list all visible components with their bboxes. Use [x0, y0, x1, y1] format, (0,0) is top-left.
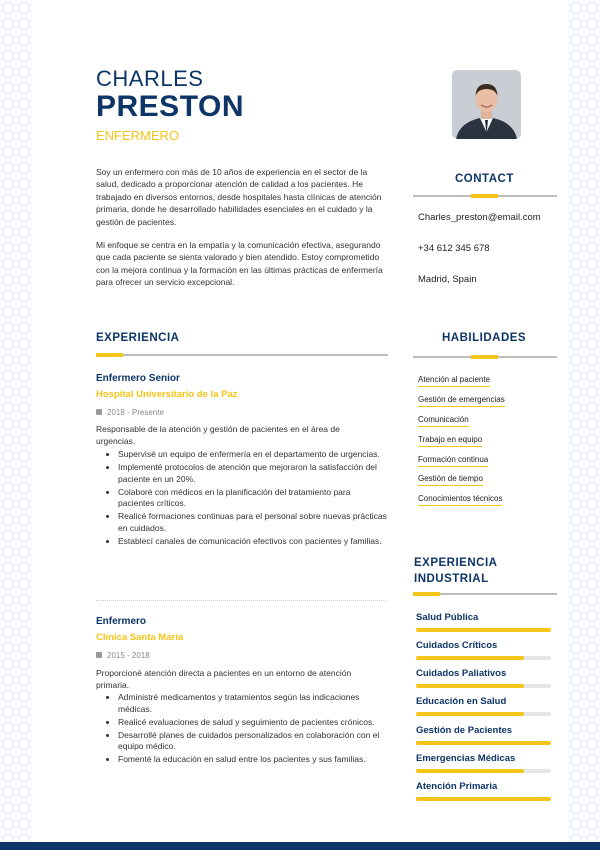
job-separator: [96, 600, 386, 601]
job-bullet: • Realicé formaciones continuas para el personal sobre nuevas prácticas en cuidados.: [118, 511, 388, 534]
job-bullet: • Colaboré con médicos en la planificación del tratamiento para pacientes críticos.: [118, 487, 388, 510]
industrial-skill-bar: [416, 741, 551, 745]
job-bullet-list: [106, 449, 388, 549]
job-dates-text: 2018 - Presente: [107, 408, 164, 417]
industrial-skill-bar: [416, 684, 551, 688]
summary-paragraph-2: Mi enfoque se centra en la empatía y la comunicación efectiva, asegurando que cada paciente se sienta valorado y bien atendido. Estoy comprometido con la mejora continua y la formación en las últimas prácticas de enfermería para ofrecer un servicio excepcional.: [96, 240, 383, 288]
industrial-divider-accent: [413, 592, 440, 596]
person-avatar-icon: [452, 70, 521, 139]
job-bullet: • Realicé evaluaciones de salud y seguimiento de pacientes crónicos.: [118, 717, 388, 729]
industrial-skill-bar-fill: [416, 656, 524, 660]
industrial-heading-line2: INDUSTRIAL: [414, 573, 489, 585]
job-organization: Hospital Universitario de la Paz: [96, 389, 238, 400]
right-decorative-pattern: [568, 0, 600, 850]
contact-phone[interactable]: +34 612 345 678: [418, 243, 490, 254]
skill-item: Atención al paciente: [418, 375, 490, 387]
experience-divider-accent: [96, 353, 123, 357]
job-bullet: • Supervisé un equipo de enfermería en el departamento de urgencias.: [118, 449, 388, 461]
skills-divider-accent: [471, 355, 498, 359]
job-bullet: • Establecí canales de comunicación efectivos con pacientes y familias.: [118, 536, 388, 548]
job-description: Responsable de la atención y gestión de pacientes en el área de urgencias.: [96, 424, 340, 446]
skill-item: Gestión de emergencias: [418, 395, 505, 407]
industrial-skill-bar-fill: [416, 741, 551, 745]
job-role: ENFERMERO: [96, 128, 180, 143]
skills-heading: HABILIDADES: [442, 332, 527, 344]
experience-divider: [96, 354, 388, 356]
contact-divider-accent: [471, 194, 498, 198]
industrial-skill-bar: [416, 769, 551, 773]
skill-item: Gestión de tiempo: [418, 474, 483, 486]
skill-item: Conocimientos técnicos: [418, 494, 502, 506]
calendar-icon: [96, 652, 102, 658]
first-name: CHARLES: [96, 66, 204, 91]
industrial-skill-bar-fill: [416, 769, 524, 773]
industrial-skill-bar-fill: [416, 712, 524, 716]
industrial-skill-label: Cuidados Paliativos: [416, 668, 507, 679]
job-organization: Clínica Santa María: [96, 632, 184, 643]
industrial-skill-label: Gestión de Pacientes: [416, 725, 513, 736]
calendar-icon: [96, 409, 102, 415]
job-bullet: • Administré medicamentos y tratamientos según las indicaciones médicas.: [118, 692, 388, 715]
job-bullet-list: [106, 692, 388, 767]
left-decorative-pattern: [0, 0, 32, 850]
job-title: Enfermero: [96, 616, 147, 627]
contact-email[interactable]: Charles_preston@email.com: [418, 212, 541, 223]
job-bullet: • Fomenté la educación en salud entre los pacientes y sus familias.: [118, 754, 388, 766]
industrial-skill-bar-fill: [416, 684, 524, 688]
skill-item: Comunicación: [418, 415, 469, 427]
industrial-skill-label: Atención Primaria: [416, 781, 498, 792]
summary-paragraph-1: Soy un enfermero con más de 10 años de experiencia en el sector de la salud, dedicado a proporcionar atención de calidad a los pacientes. He trabajado en diversos entornos, desde hospitales hasta clínicas de atención primaria, donde he desarrollado habilidades esenciales en el cuidado y la gestión de pacientes.: [96, 167, 382, 227]
job-dates: [96, 651, 150, 660]
skill-item: Trabajo en equipo: [418, 435, 482, 447]
profile-photo: [452, 70, 521, 139]
contact-heading: CONTACT: [455, 173, 514, 185]
job-description: Proporcioné atención directa a pacientes en un entorno de atención primaria.: [96, 668, 352, 690]
industrial-skill-bar: [416, 712, 551, 716]
job-bullet: • Implementé protocolos de atención que mejoraron la satisfacción del paciente en un 20%.: [118, 462, 388, 485]
industrial-heading: [414, 555, 497, 587]
industrial-skill-bar: [416, 656, 551, 660]
industrial-skill-label: Salud Pública: [416, 612, 479, 623]
industrial-skill-bar: [416, 797, 551, 801]
industrial-skill-bar-fill: [416, 628, 551, 632]
contact-location: Madrid, Spain: [418, 274, 477, 285]
job-dates-text: 2015 - 2018: [107, 651, 150, 660]
industrial-skill-bar-fill: [416, 797, 551, 801]
industrial-skill-label: Emergencias Médicas: [416, 753, 516, 764]
last-name: PRESTON: [96, 90, 244, 123]
footer-bar: [0, 842, 600, 850]
industrial-skill-bar: [416, 628, 551, 632]
experience-heading: EXPERIENCIA: [96, 332, 180, 344]
industrial-heading-line1: EXPERIENCIA: [414, 557, 498, 569]
industrial-skill-label: Educación en Salud: [416, 696, 507, 707]
job-bullet: • Desarrollé planes de cuidados personalizados en colaboración con el equipo médico.: [118, 730, 388, 753]
job-title: Enfermero Senior: [96, 373, 180, 384]
job-dates: [96, 408, 164, 417]
industrial-skill-label: Cuidados Críticos: [416, 640, 498, 651]
skill-item: Formación continua: [418, 455, 488, 467]
profile-summary: [96, 166, 386, 300]
